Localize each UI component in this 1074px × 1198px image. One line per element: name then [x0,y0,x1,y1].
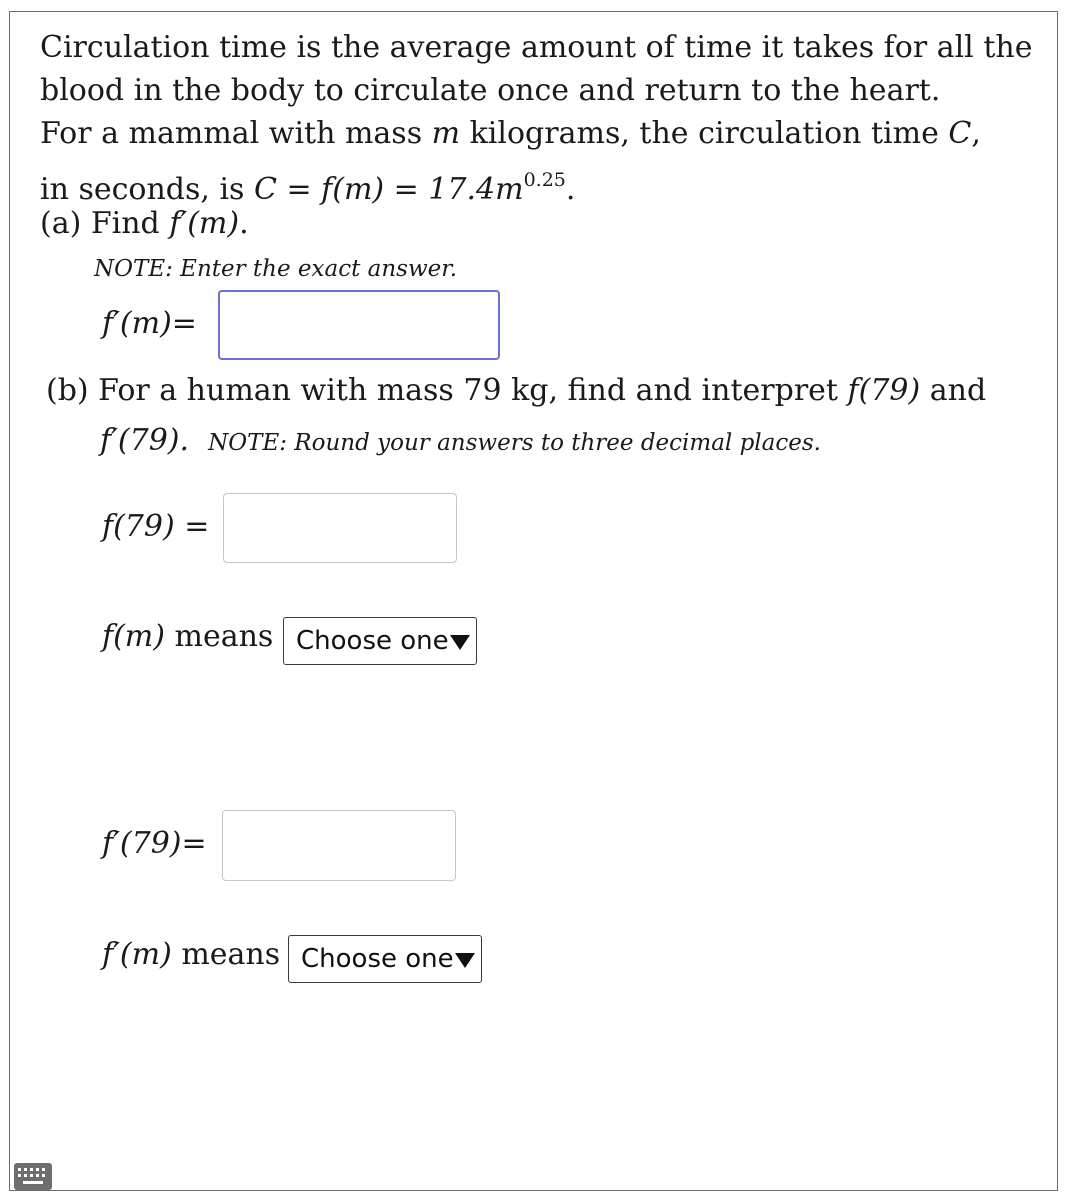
intro-line-3-text-a: For a mammal with mass [40,116,432,151]
part-b-and: and [920,373,987,408]
fm-means-label [102,619,273,654]
fprime79-label: f′(79)= [102,826,207,861]
part-a-period: . [239,206,249,241]
part-b-prompt-text: (b) For a human with mass 79 kg, find and interpret [46,373,848,408]
fprime79-input[interactable] [222,810,456,881]
intro-line-4-period: . [565,172,576,207]
part-a-prompt [40,206,249,241]
intro-line-2-text: blood in the body to circulate once and return to the heart. [40,73,941,108]
fm-means-expression: f(m) [102,619,165,654]
f79-input[interactable] [223,493,457,563]
fprime-means-text: means [171,937,281,972]
fm-means-select[interactable] [283,617,477,665]
fprime-means-selected-value: Choose one [301,944,454,974]
part-b-f79-expression: f(79) [847,373,921,408]
circulation-formula: C = f(m) = 17.4m [253,172,524,207]
part-b-prompt-line-1 [46,373,986,408]
fprime-m-input[interactable] [218,290,500,360]
intro-line-1-text: Circulation time is the average amount of time it takes for all the [40,30,1033,65]
part-b-note: NOTE: Round your answers to three decimal places. [208,430,821,456]
f79-label: f(79) = [102,509,210,544]
fprime-means-select[interactable] [288,935,482,983]
part-a-expression: f′(m) [169,206,240,241]
intro-line-2 [40,69,940,113]
intro-line-4-text: in seconds, is [40,172,254,207]
fprime-means-label [102,937,280,972]
part-b-fprime79-expression: f′(79). [100,423,190,458]
variable-m: m [431,116,461,151]
intro-line-3-text-b: kilograms, the circulation time [460,116,949,151]
fm-means-selected-value: Choose one [296,626,449,656]
part-a-answer-label: f′(m)= [102,306,197,341]
fprime-means-expression: f′(m) [102,937,172,972]
part-b-prompt-line-2 [100,423,821,458]
intro-line-3-comma: , [971,116,981,151]
keyboard-icon[interactable] [14,1163,52,1190]
fm-means-text: means [164,619,274,654]
chevron-down-icon [450,635,470,650]
intro-line-1 [40,26,1032,70]
intro-line-4 [40,158,575,212]
part-a-note: NOTE: Enter the exact answer. [94,256,458,282]
chevron-down-icon [455,953,475,968]
variable-c: C [948,116,972,151]
part-a-prefix: (a) Find [40,206,170,241]
intro-line-3 [40,112,981,156]
formula-exponent: 0.25 [523,169,566,191]
